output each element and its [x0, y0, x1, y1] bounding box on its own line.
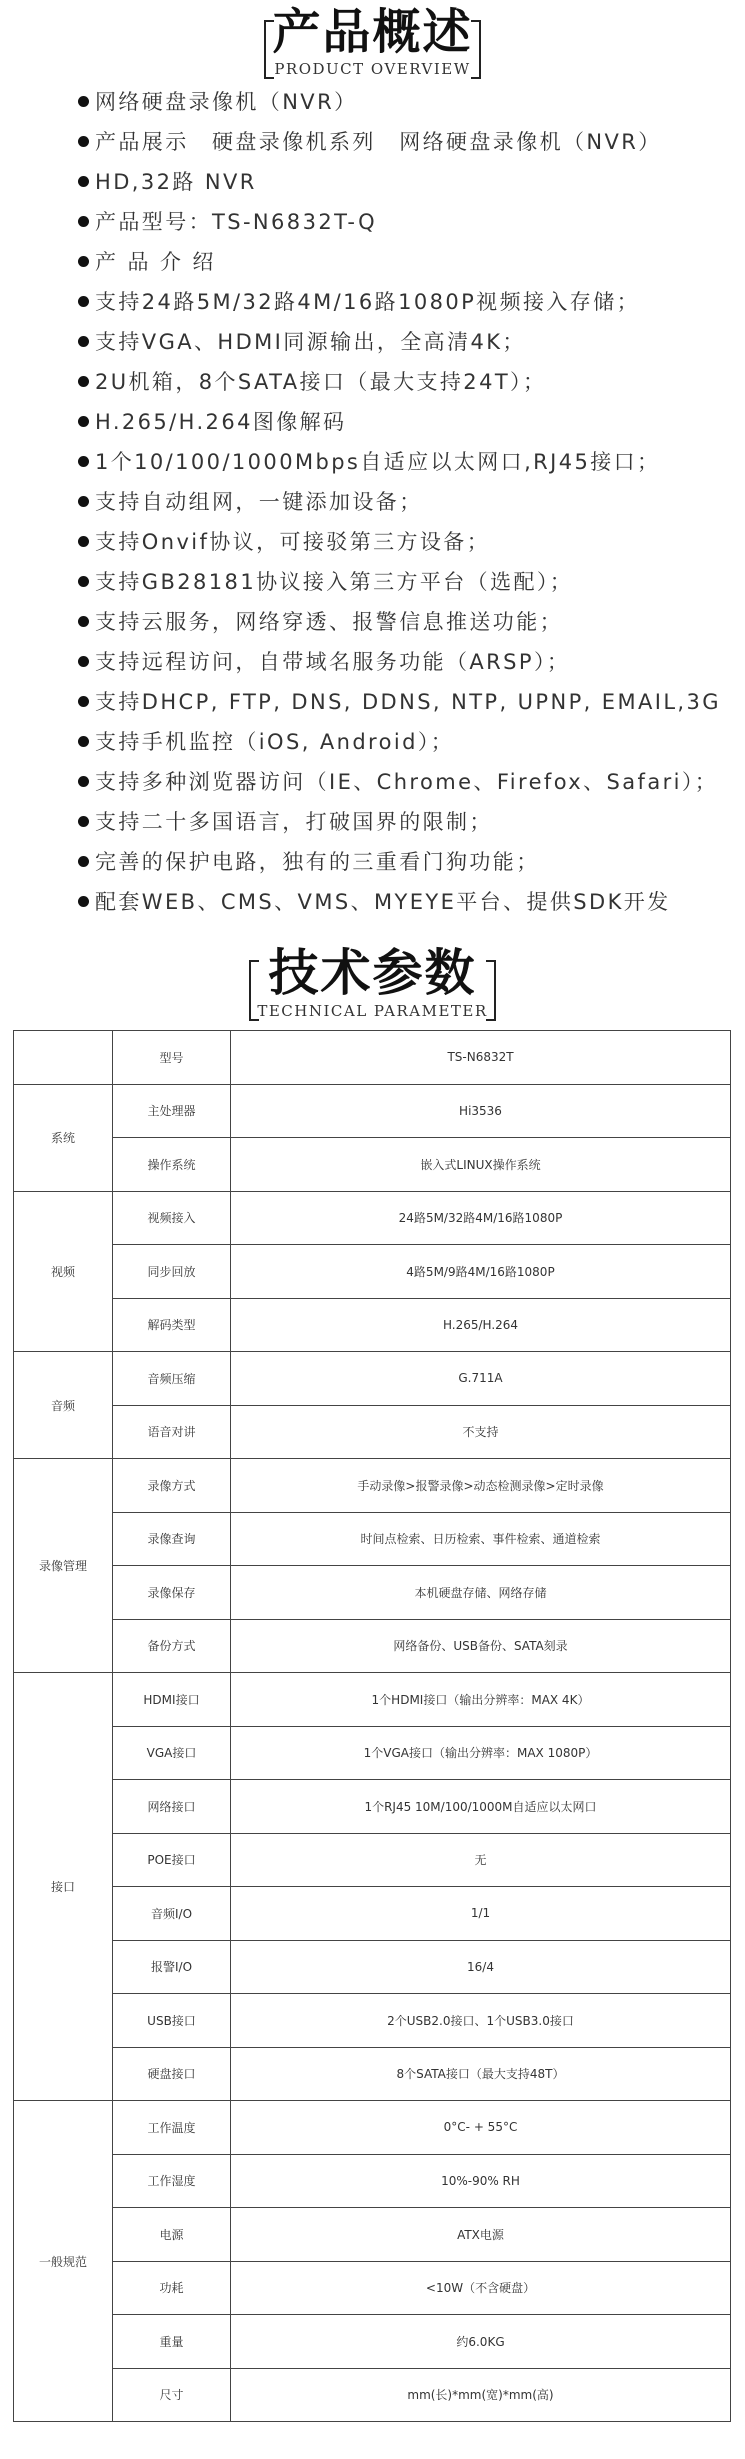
param-label-cell: 网络接口	[113, 1780, 231, 1834]
list-item-text: 支持VGA、HDMI同源输出，全高清4K；	[95, 330, 526, 354]
table-row	[14, 2261, 731, 2315]
list-item	[78, 402, 745, 442]
category-cell: 录像管理	[14, 1459, 113, 1673]
param-value-cell: 1/1	[231, 1887, 731, 1941]
param-label-cell: 报警I/O	[113, 1940, 231, 1994]
bullet-icon	[78, 896, 89, 907]
list-item-text: 支持24路5M/32路4M/16路1080P视频接入存储；	[95, 290, 640, 314]
table-row	[14, 1673, 731, 1727]
list-item-text: 支持云服务，网络穿透、报警信息推送功能；	[95, 610, 563, 634]
list-item	[78, 882, 745, 922]
param-label-cell: 操作系统	[113, 1138, 231, 1192]
bullet-icon	[78, 776, 89, 787]
left-bracket-decoration	[264, 20, 274, 79]
param-label-cell: HDMI接口	[113, 1673, 231, 1727]
param-value-cell: 0°C- + 55°C	[231, 2101, 731, 2155]
bullet-icon	[78, 496, 89, 507]
param-value-cell: 嵌入式LINUX操作系统	[231, 1138, 731, 1192]
category-cell: 系统	[14, 1084, 113, 1191]
params-title: 技术参数	[268, 944, 477, 1002]
table-row	[14, 1780, 731, 1834]
overview-title: 产品概述	[272, 4, 473, 60]
table-row	[14, 1940, 731, 1994]
param-label-cell: 备份方式	[113, 1619, 231, 1673]
list-item-text: 产品展示 硬盘录像机系列 网络硬盘录像机（NVR）	[95, 130, 662, 154]
spec-table	[13, 1030, 731, 2422]
list-item-text: 支持远程访问，自带域名服务功能（ARSP）；	[95, 650, 571, 674]
param-label-cell: 解码类型	[113, 1298, 231, 1352]
model-label: 型号	[113, 1031, 231, 1085]
list-item	[78, 362, 745, 402]
param-label-cell: POE接口	[113, 1833, 231, 1887]
table-row	[14, 1566, 731, 1620]
bullet-icon	[78, 376, 89, 387]
table-row	[14, 1298, 731, 1352]
list-item	[78, 322, 745, 362]
param-label-cell: 录像保存	[113, 1566, 231, 1620]
overview-heading	[0, 4, 745, 78]
overview-title-frame	[272, 4, 473, 78]
overview-feature-list	[78, 82, 745, 922]
param-label-cell: 电源	[113, 2208, 231, 2262]
list-item	[78, 522, 745, 562]
param-value-cell: 10%-90% RH	[231, 2154, 731, 2208]
bullet-icon	[78, 216, 89, 227]
list-item	[78, 562, 745, 602]
table-row	[14, 2154, 731, 2208]
list-item	[78, 242, 745, 282]
param-value-cell: 8个SATA接口（最大支持48T）	[231, 2047, 731, 2101]
category-cell: 接口	[14, 1673, 113, 2101]
list-item	[78, 162, 745, 202]
param-label-cell: 音频I/O	[113, 1887, 231, 1941]
param-value-cell: mm(长)*mm(宽)*mm(高)	[231, 2368, 731, 2422]
bullet-icon	[78, 576, 89, 587]
table-row	[14, 1887, 731, 1941]
list-item-text: 产 品 介 绍	[95, 250, 216, 274]
bullet-icon	[78, 616, 89, 627]
param-value-cell: 2个USB2.0接口、1个USB3.0接口	[231, 1994, 731, 2048]
list-item-text: 支持多种浏览器访问（IE、Chrome、Firefox、Safari）；	[95, 770, 719, 794]
category-cell: 视频	[14, 1191, 113, 1352]
list-item	[78, 82, 745, 122]
bullet-icon	[78, 736, 89, 747]
list-item-text: 支持GB28181协议接入第三方平台（选配）；	[95, 570, 574, 594]
table-row	[14, 2368, 731, 2422]
param-label-cell: 工作湿度	[113, 2154, 231, 2208]
list-item	[78, 722, 745, 762]
list-item-text: 支持手机监控（iOS, Android）；	[95, 730, 455, 754]
list-item	[78, 282, 745, 322]
param-label-cell: 视频接入	[113, 1191, 231, 1245]
list-item-text: 产品型号：TS-N6832T-Q	[95, 210, 378, 234]
param-value-cell: 约6.0KG	[231, 2315, 731, 2369]
param-label-cell: USB接口	[113, 1994, 231, 2048]
param-value-cell: 1个HDMI接口（输出分辨率：MAX 4K）	[231, 1673, 731, 1727]
table-row	[14, 1619, 731, 1673]
right-bracket-decoration	[471, 20, 481, 79]
param-value-cell: <10W（不含硬盘）	[231, 2261, 731, 2315]
params-heading	[0, 944, 745, 1020]
list-item	[78, 482, 745, 522]
param-label-cell: 功耗	[113, 2261, 231, 2315]
param-label-cell: 硬盘接口	[113, 2047, 231, 2101]
right-bracket-decoration	[486, 960, 496, 1021]
table-row	[14, 1726, 731, 1780]
left-bracket-decoration	[249, 960, 259, 1021]
model-value: TS-N6832T	[231, 1031, 731, 1085]
list-item-text: 支持自动组网，一键添加设备；	[95, 490, 423, 514]
param-label-cell: 工作温度	[113, 2101, 231, 2155]
param-value-cell: 4路5M/9路4M/16路1080P	[231, 1245, 731, 1299]
param-label-cell: 录像查询	[113, 1512, 231, 1566]
params-title-frame	[257, 944, 488, 1020]
list-item-text: 支持二十多国语言，打破国界的限制；	[95, 810, 493, 834]
param-label-cell: 录像方式	[113, 1459, 231, 1513]
table-row	[14, 2047, 731, 2101]
bullet-icon	[78, 856, 89, 867]
param-value-cell: 本机硬盘存储、网络存储	[231, 1566, 731, 1620]
bullet-icon	[78, 176, 89, 187]
bullet-icon	[78, 256, 89, 267]
table-row	[14, 1833, 731, 1887]
param-value-cell: G.711A	[231, 1352, 731, 1406]
list-item	[78, 442, 745, 482]
bullet-icon	[78, 656, 89, 667]
list-item-text: 配套WEB、CMS、VMS、MYEYE平台、提供SDK开发	[95, 890, 671, 914]
param-label-cell: 重量	[113, 2315, 231, 2369]
param-value-cell: 网络备份、USB备份、SATA刻录	[231, 1619, 731, 1673]
table-row	[14, 1459, 731, 1513]
list-item-text: 网络硬盘录像机（NVR）	[95, 90, 358, 114]
param-value-cell: 1个VGA接口（输出分辨率：MAX 1080P）	[231, 1726, 731, 1780]
list-item	[78, 642, 745, 682]
table-row	[14, 1512, 731, 1566]
table-row	[14, 1245, 731, 1299]
table-row	[14, 1405, 731, 1459]
param-value-cell: 手动录像>报警录像>动态检测录像>定时录像	[231, 1459, 731, 1513]
list-item-text: 完善的保护电路，独有的三重看门狗功能；	[95, 850, 540, 874]
table-row	[14, 2208, 731, 2262]
table-row	[14, 1191, 731, 1245]
overview-subtitle: PRODUCT OVERVIEW	[274, 60, 471, 78]
empty-header-cell	[14, 1031, 113, 1085]
list-item-text: 支持Onvif协议，可接驳第三方设备；	[95, 530, 491, 554]
list-item	[78, 802, 745, 842]
list-item	[78, 762, 745, 802]
table-row	[14, 1138, 731, 1192]
param-label-cell: 语音对讲	[113, 1405, 231, 1459]
table-row	[14, 2315, 731, 2369]
param-value-cell: Hi3536	[231, 1084, 731, 1138]
list-item-text: 2U机箱，8个SATA接口（最大支持24T）；	[95, 370, 547, 394]
bullet-icon	[78, 696, 89, 707]
param-label-cell: 音频压缩	[113, 1352, 231, 1406]
bullet-icon	[78, 136, 89, 147]
bullet-icon	[78, 96, 89, 107]
list-item-text: 支持DHCP, FTP, DNS, DDNS, NTP, UPNP, EMAIL,3G	[95, 690, 721, 714]
param-value-cell: ATX电源	[231, 2208, 731, 2262]
param-label-cell: 尺寸	[113, 2368, 231, 2422]
param-value-cell: 24路5M/32路4M/16路1080P	[231, 1191, 731, 1245]
params-subtitle: TECHNICAL PARAMETER	[257, 1002, 488, 1020]
table-row	[14, 2101, 731, 2155]
bullet-icon	[78, 416, 89, 427]
bullet-icon	[78, 296, 89, 307]
param-value-cell: 1个RJ45 10M/100/1000M自适应以太网口	[231, 1780, 731, 1834]
list-item	[78, 202, 745, 242]
param-label-cell: VGA接口	[113, 1726, 231, 1780]
param-label-cell: 同步回放	[113, 1245, 231, 1299]
list-item	[78, 682, 745, 722]
param-label-cell: 主处理器	[113, 1084, 231, 1138]
table-row	[14, 1352, 731, 1406]
bullet-icon	[78, 336, 89, 347]
list-item-text: HD,32路 NVR	[95, 170, 257, 194]
param-value-cell: 16/4	[231, 1940, 731, 1994]
bullet-icon	[78, 816, 89, 827]
table-row	[14, 1994, 731, 2048]
list-item-text: H.265/H.264图像解码	[95, 410, 347, 434]
param-value-cell: 不支持	[231, 1405, 731, 1459]
list-item	[78, 842, 745, 882]
param-value-cell: 无	[231, 1833, 731, 1887]
list-item	[78, 602, 745, 642]
category-cell: 一般规范	[14, 2101, 113, 2422]
bullet-icon	[78, 456, 89, 467]
bullet-icon	[78, 536, 89, 547]
table-row	[14, 1084, 731, 1138]
table-row	[14, 1031, 731, 1085]
list-item-text: 1个10/100/1000Mbps自适应以太网口,RJ45接口；	[95, 450, 661, 474]
category-cell: 音频	[14, 1352, 113, 1459]
list-item	[78, 122, 745, 162]
param-value-cell: 时间点检索、日历检索、事件检索、通道检索	[231, 1512, 731, 1566]
param-value-cell: H.265/H.264	[231, 1298, 731, 1352]
